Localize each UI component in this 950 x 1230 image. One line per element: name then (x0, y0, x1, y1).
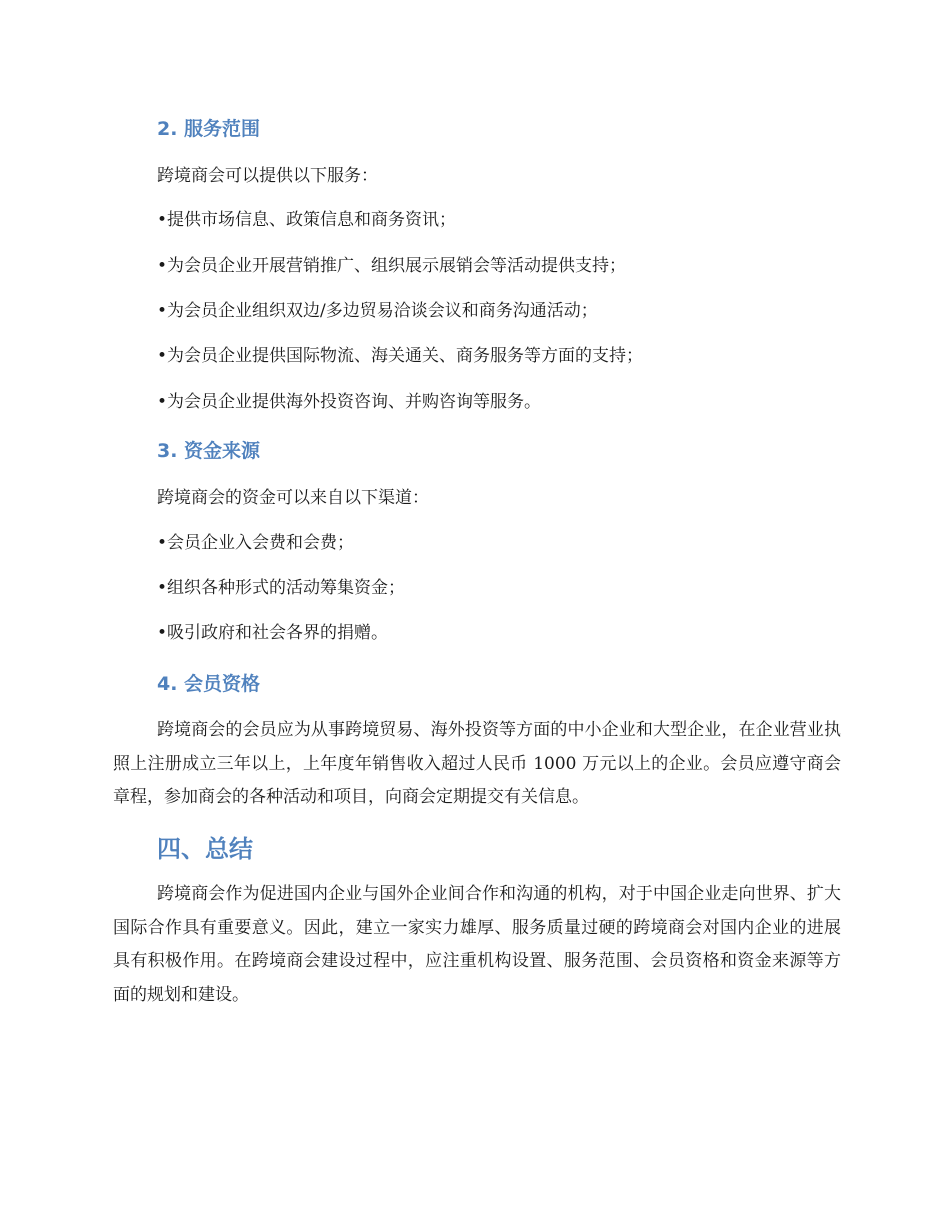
services-list-item (157, 254, 626, 278)
services-item-text: 提供市场信息、政策信息和商务资讯； (167, 210, 456, 230)
section-heading-membership: 4. 会员资格 (157, 673, 261, 695)
funding-item-text: 会员企业入会费和会费； (167, 533, 354, 553)
bullet-icon: • (157, 623, 168, 643)
bullet-icon: • (157, 256, 168, 276)
bullet-icon: • (157, 346, 168, 366)
funding-intro: 跨境商会的资金可以来自以下渠道： (157, 488, 429, 508)
bullet-icon: • (157, 392, 168, 412)
funding-list-item (157, 621, 388, 645)
bullet-icon: • (157, 210, 168, 230)
summary-paragraph: 跨境商会作为促进国内企业与国外企业间合作和沟通的机构，对于中国企业走向世界、扩大国际合作具有重要意义。因此，建立一家实力雄厚、服务质量过硬的跨境商会对国内企业的进展具有积极作用。在跨境商会建设过程中，应注重机构设置、服务范围、会员资格和资金来源等方面的规划和建设。 (113, 884, 841, 1005)
services-list-item (157, 208, 456, 232)
funding-list-item (157, 576, 405, 600)
bullet-icon: • (157, 301, 168, 321)
services-item-text: 为会员企业提供国际物流、海关通关、商务服务等方面的支持； (167, 346, 643, 366)
services-list-item (157, 299, 598, 323)
services-intro: 跨境商会可以提供以下服务： (157, 166, 378, 186)
services-item-text: 为会员企业提供海外投资咨询、并购咨询等服务。 (167, 392, 541, 412)
funding-list-item (157, 531, 354, 555)
bullet-icon: • (157, 578, 168, 598)
services-item-text: 为会员企业组织双边/多边贸易洽谈会议和商务沟通活动； (167, 301, 598, 321)
section-heading-summary: 四、总结 (157, 835, 253, 863)
funding-item-text: 组织各种形式的活动筹集资金； (167, 578, 405, 598)
services-list-item (157, 344, 643, 368)
services-item-text: 为会员企业开展营销推广、组织展示展销会等活动提供支持； (167, 256, 626, 276)
bullet-icon: • (157, 533, 168, 553)
section-heading-services: 2. 服务范围 (157, 118, 261, 140)
funding-item-text: 吸引政府和社会各界的捐赠。 (167, 623, 388, 643)
section-heading-funding: 3. 资金来源 (157, 440, 261, 462)
services-list-item (157, 390, 541, 414)
membership-paragraph: 跨境商会的会员应为从事跨境贸易、海外投资等方面的中小企业和大型企业，在企业营业执照上注册成立三年以上，上年度年销售收入超过人民币 1000 万元以上的企业。会员应遵守商会章程，参加商会的各种活动和项目，向商会定期提交有关信息。 (113, 720, 841, 807)
